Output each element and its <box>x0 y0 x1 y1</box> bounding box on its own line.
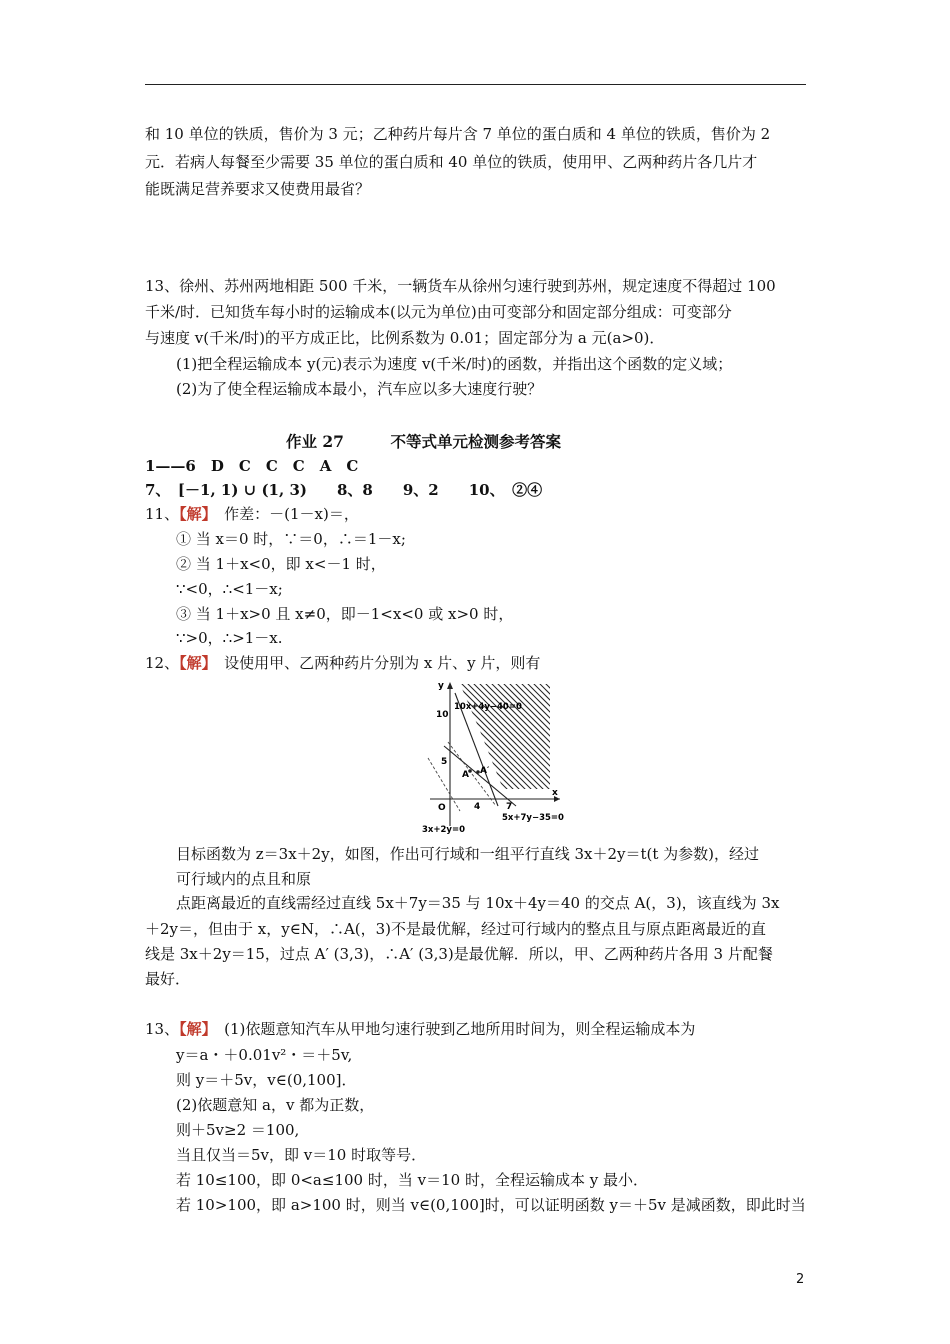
solution-11-head <box>145 503 359 524</box>
hatch-line <box>562 676 565 796</box>
hatch-line <box>420 676 436 796</box>
solution-12-line: 可行域内的点且和原 <box>176 870 312 888</box>
hatch-line <box>502 676 565 796</box>
solution-tag: 【解】 <box>179 505 210 523</box>
origin-label: O <box>438 803 446 813</box>
solution-number: 11、 <box>145 505 180 523</box>
hatch-line <box>520 676 565 796</box>
q13-subquestion: (2)为了使全程运输成本最小，汽车应以多大速度行驶？ <box>176 380 543 398</box>
hatch-line <box>420 676 448 796</box>
q12-text-line: 元．若病人每餐至少需要 35 单位的蛋白质和 40 单位的铁质，使用甲、乙两种药片各几片才 <box>145 153 758 171</box>
hatch-line <box>556 676 565 796</box>
line-5x-7y-35 <box>444 746 516 806</box>
q13-text-line: 千米/时．已知货车每小时的运输成本(以元为单位)由可变部分和固定部分组成：可变部分 <box>145 303 732 321</box>
solution-13-line: 则 y＝＋5v，v∈(0,100]． <box>176 1071 357 1089</box>
solution-11-line: ① 当 x＝0 时，∵＝0，∴＝1－x; <box>176 530 406 548</box>
solution-tag: 【解】 <box>179 1020 210 1038</box>
hatch-line <box>454 676 565 796</box>
feasible-region-diagram <box>420 676 565 836</box>
hatch-line <box>514 676 565 796</box>
point-a-prime-label: A′ <box>480 766 490 776</box>
q12-text-line: 能既满足营养要求又使费用最省？ <box>145 180 371 198</box>
hatch-line <box>550 676 565 796</box>
y-axis-label: y <box>438 681 444 691</box>
hatch-line <box>538 676 565 796</box>
answer-title: 作业 27 不等式单元检测参考答案 <box>286 432 561 451</box>
solution-number: 13、 <box>145 1020 180 1038</box>
hatch-line <box>496 676 565 796</box>
hatch-line <box>532 676 565 796</box>
solution-13-line: 若 10≤100，即 0<a≤100 时，当 v＝10 时，全程运输成本 y 最小． <box>176 1171 648 1189</box>
line-label-3x: 3x+2y=0 <box>422 825 466 835</box>
solution-text: (1)依题意知汽车从甲地匀速行驶到乙地所用时间为，则全程运输成本为 <box>209 1020 696 1038</box>
tick-label-4: 4 <box>474 802 481 812</box>
point-a-label: A <box>462 770 469 780</box>
tick-label-10: 10 <box>436 710 449 720</box>
solution-11-line: ② 当 1＋x<0，即 x<－1 时， <box>176 555 386 573</box>
header-rule <box>145 84 806 85</box>
solution-12-line: 最好． <box>145 970 191 988</box>
hatch-line <box>420 676 526 796</box>
solution-text: 作差：－(1－x)＝， <box>209 505 359 523</box>
tick-label-7: 7 <box>506 802 513 812</box>
tick-label-5: 5 <box>441 757 448 767</box>
solution-12-line: 目标函数为 z＝3x＋2y，如图，作出可行域和一组平行直线 3x＋2y＝t(t 为参数)，经过 <box>176 845 760 863</box>
solution-13-head <box>145 1018 695 1039</box>
x-axis-label: x <box>552 788 558 798</box>
hatch-line <box>420 676 484 796</box>
q12-text-line: 和 10 单位的铁质，售价为 3 元；乙种药片每片含 7 单位的蛋白质和 4 单位的铁质，售价为 2 <box>145 125 771 143</box>
hatch-line <box>420 676 466 796</box>
hatch-line <box>420 676 454 796</box>
solution-11-line: ∵>0，∴>1－x. <box>176 629 283 647</box>
hatch-line <box>466 676 565 796</box>
hatch-line <box>420 676 430 796</box>
hatch-line <box>420 676 520 796</box>
q13-subquestion: (1)把全程运输成本 y(元)表示为速度 v(千米/时)的函数，并指出这个函数的定义域； <box>176 355 733 373</box>
solution-text: 设使用甲、乙两种药片分别为 x 片、y 片，则有 <box>209 654 541 672</box>
hatch-line <box>544 676 565 796</box>
solution-12-line: ＋2y＝，但由于 x，y∈N，∴A(，3)不是最优解，经过可行域内的整点且与原点距离最近的直 <box>145 920 767 938</box>
answers-7-10: 7、 [－1, 1) ∪ (1, 3) 8、8 9、2 10、 ②④ <box>145 481 543 499</box>
page-number: 2 <box>796 1272 805 1287</box>
hatch-line <box>420 676 478 796</box>
solution-12-line: 线是 3x＋2y＝15，过点 A′ (3,3)，∴A′ (3,3)是最优解．所以，甲、乙两种药片各用 3 片配餐 <box>145 945 773 963</box>
solution-13-line: y＝a・＋0.01v²・＝＋5v, <box>176 1046 353 1064</box>
q13-text-line: 与速度 v(千米/时)的平方成正比，比例系数为 0.01；固定部分为 a 元(a>0)． <box>145 329 665 347</box>
hatch-line <box>478 676 565 796</box>
hatch-line <box>490 676 565 796</box>
hatch-line <box>420 676 424 796</box>
solution-number: 12、 <box>145 654 180 672</box>
hatch-line <box>472 676 565 796</box>
solution-13-line: (2)依题意知 a，v 都为正数， <box>176 1096 375 1114</box>
solution-11-line: ③ 当 1＋x>0 且 x≠0，即－1<x<0 或 x>0 时， <box>176 605 514 623</box>
hatch-line <box>508 676 565 796</box>
q13-text-line: 13、徐州、苏州两地相距 500 千米，一辆货车从徐州匀速行驶到苏州，规定速度不得超过 100 <box>145 277 776 295</box>
solution-13-line: 若 10>100，即 a>100 时，则当 v∈(0,100]时，可以证明函数 y＝＋5v 是减函数，即此时当 <box>176 1196 806 1214</box>
line-label-5x: 5x+7y−35=0 <box>502 813 564 823</box>
solution-13-line: 当且仅当＝5v，即 v＝10 时取等号． <box>176 1146 427 1164</box>
feasible-region-hatch <box>420 676 565 796</box>
hatch-line <box>460 676 565 796</box>
hatch-line <box>420 676 442 796</box>
solution-11-line: ∵<0，∴<1－x; <box>176 580 283 598</box>
solution-13-line: 则＋5v≥2 ＝100, <box>176 1121 300 1139</box>
solution-12-head <box>145 652 540 673</box>
hatch-line <box>420 676 460 796</box>
answers-1-6: 1——6 D C C C A C <box>145 457 359 475</box>
solution-12-line: 点距离最近的直线需经过直线 5x＋7y＝35 与 10x＋4y＝40 的交点 A(，3)，该直线为 3x <box>176 894 780 912</box>
hatch-line <box>420 676 532 796</box>
solution-tag: 【解】 <box>179 654 210 672</box>
y-axis-arrow <box>447 682 453 689</box>
line-label-10x: 10x+4y−40=0 <box>454 702 522 712</box>
